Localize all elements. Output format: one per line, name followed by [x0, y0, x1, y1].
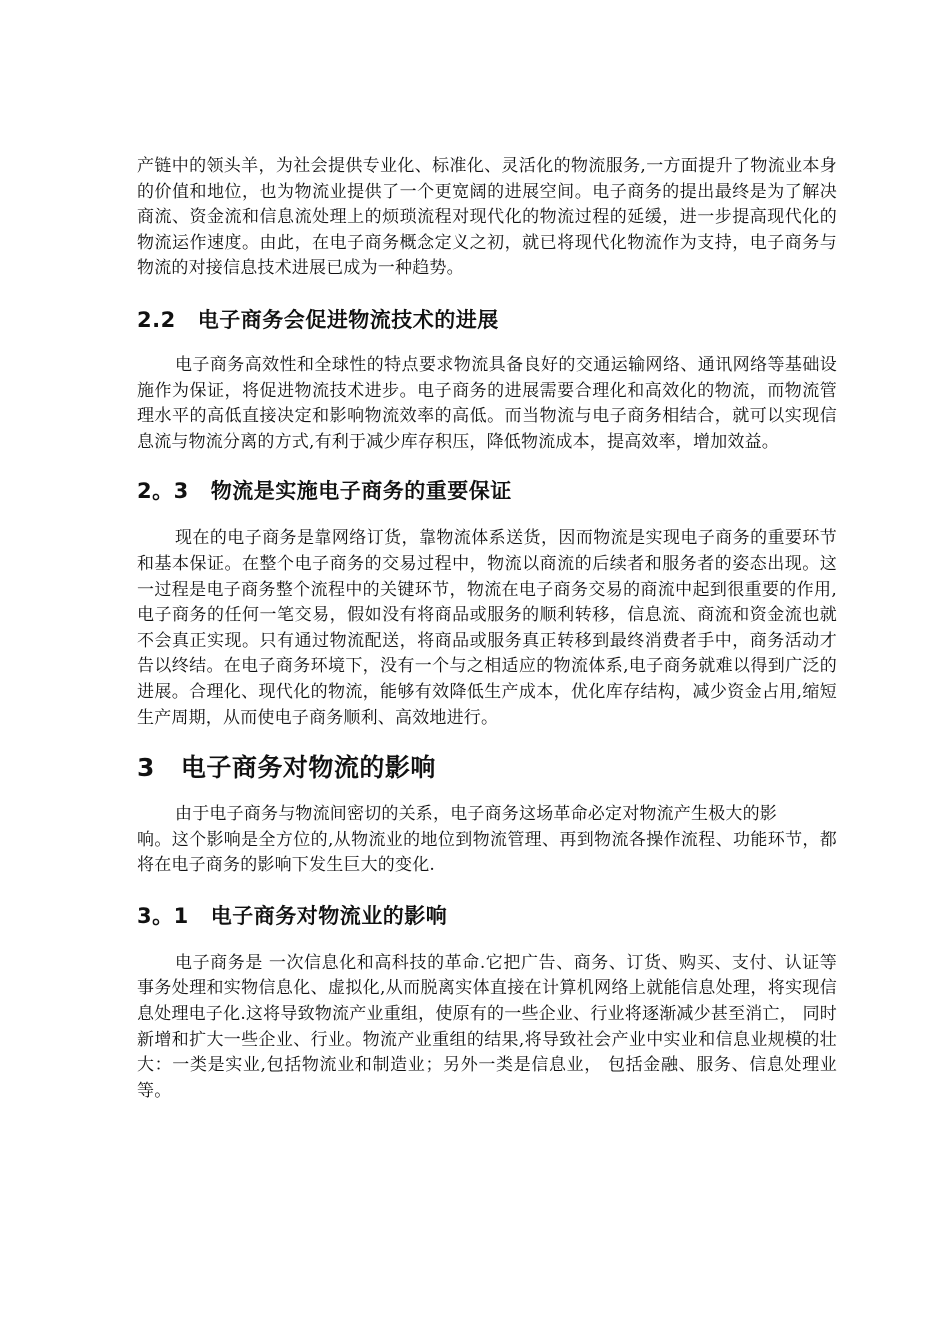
section-2-2-paragraph: 电子商务高效性和全球性的特点要求物流具备良好的交通运输网络、通讯网络等基础设施作为保证，将促进物流技术进步。电子商务的进展需要合理化和高效化的物流，而物流管理水平的高低直接决定和影响物流效率的高低。而当物流与电子商务相结合，就可以实现信息流与物流分离的方式,有利于减少库存积压，降低物流成本，提高效率，增加效益。: [137, 354, 837, 452]
section-3-1-paragraph: 电子商务是 一次信息化和高科技的革命.它把广告、商务、订货、购买、支付、认证等事务处理和实物信息化、虚拟化,从而脱离实体直接在计算机网络上就能信息处理，将实现信息处理电子化.这将导致物流产业重组，使原有的一些企业、行业将逐渐减少甚至消亡， 同时新增和扩大一些企业、行业。物流产业重组的结果,将导致社会产业中实业和信息业规模的壮大：一类是实业,包括物流业和制造业；另外一类是信息业， 包括金融、服务、信息处理业等。: [137, 952, 837, 1101]
section-title: 物流是实施电子商务的重要保证: [210, 479, 512, 504]
section-title: 电子商务对物流业的影响: [210, 903, 448, 928]
section-heading-2-2: [137, 305, 837, 335]
section-title: 电子商务对物流的影响: [180, 753, 436, 783]
section-heading-2-3: [137, 476, 837, 506]
section-title: 电子商务会促进物流技术的进展: [197, 307, 499, 332]
section-number: 3。1: [137, 903, 189, 928]
section-number: 2。3: [137, 479, 189, 504]
section-number: 2.2: [137, 307, 176, 332]
intro-paragraph: 产链中的领头羊，为社会提供专业化、标准化、灵活化的物流服务,一方面提升了物流业本身的价值和地位，也为物流业提供了一个更宽阔的进展空间。电子商务的提出最终是为了解决商流、资金流和信息流处理上的烦琐流程对现代化的物流过程的延缓，进一步提高现代化的物流运作速度。由此，在电子商务概念定义之初，就已将现代化物流作为支持，电子商务与物流的对接信息技术进展已成为一种趋势。: [137, 156, 837, 279]
section-3-paragraph-line-1: 由于电子商务与物流间密切的关系，电子商务这场革命必定对物流产生极大的影: [175, 804, 777, 825]
document-page: [137, 154, 837, 1104]
section-heading-3: [137, 751, 837, 785]
section-2-3-paragraph: 现在的电子商务是靠网络订货，靠物流体系送货，因而物流是实现电子商务的重要环节和基本保证。在整个电子商务的交易过程中，物流以商流的后续者和服务者的姿态出现。这一过程是电子商务整个流程中的关键环节，物流在电子商务交易的商流中起到很重要的作用,电子商务的任何一笔交易，假如没有将商品或服务的顺利转移，信息流、商流和资金流也就不会真正实现。只有通过物流配送，将商品或服务真正转移到最终消费者手中，商务活动才告以终结。在电子商务环境下，没有一个与之相适应的物流体系,电子商务就难以得到广泛的进展。合理化、现代化的物流，能够有效降低生产成本，优化库存结构，减少资金占用,缩短生产周期，从而使电子商务顺利、高效地进行。: [137, 528, 837, 728]
section-3-paragraph-line-2: 响。这个影响是全方位的,从物流业的地位到物流管理、再到物流各操作流程、功能环节，都将在电子商务的影响下发生巨大的变化.: [137, 829, 837, 876]
section-heading-3-1: [137, 901, 837, 931]
section-3-paragraph: [137, 802, 837, 879]
section-number: 3: [137, 753, 155, 783]
